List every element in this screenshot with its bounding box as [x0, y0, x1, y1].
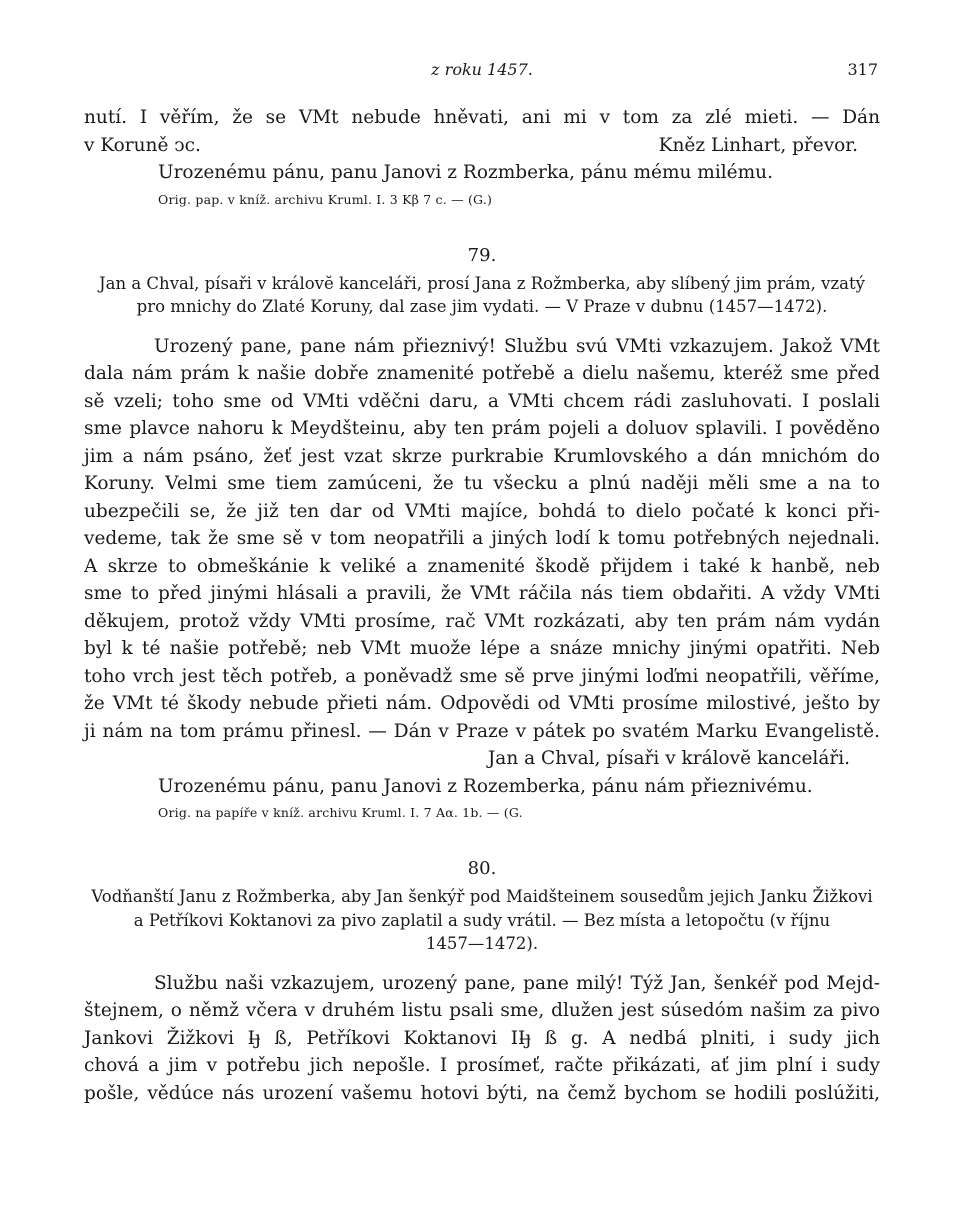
section-summary: Jan a Chval, písaři v královĕ kanceláři, prosí Jana z Rožmberka, aby slíbený jim prám, vzatý pro mnichy do Zlaté Koruny, dal zase jim vydati. — V Praze v dubnu (1457—1472).	[99, 273, 865, 316]
text-line: sme plavce nahoru k Meydšteinu, aby ten prám pojeli a doluov splavili. I pověděno	[84, 418, 880, 439]
text-line: jim a nám psáno, žeť jest vzat skrze purkrabie Krumlovského a dán mnichóm do	[84, 445, 880, 467]
text-line: dala nám prám k našie dobře znamenité potřebě a dielu našemu, kteréž sme před	[84, 363, 880, 384]
signature-line: Jan a Chval, písaři v královĕ kanceláři.	[487, 748, 850, 769]
section-body	[84, 333, 880, 746]
text-line: ubezpečili se, že již ten dar od VMti majíce, bohdá to dielo počaté k konci při-	[84, 500, 880, 522]
text-line: nutí. I věřím, že se VMt nebude hněvati, ani mi v tom za zlé mieti. — Dán	[84, 107, 880, 128]
document-page	[84, 60, 880, 1107]
previous-letter-ending	[84, 104, 880, 209]
text-line: Urozený pane, pane nám přieznivý! Službu svú VMti vzkazujem. Jakož VMt	[154, 335, 880, 357]
text-line: pošle, vědúce nás urození vašemu hotovi býti, na čemž bychom se hodili poslúžiti,	[84, 1082, 880, 1104]
running-title: z roku 1457.	[431, 60, 533, 79]
section-body	[84, 970, 880, 1108]
text-line: štejnem, o němž včera v druhém listu psali sme, dlužen jest súsedóm našim za pivo	[84, 1000, 880, 1021]
text-line: A skrze to obmeškánie k veliké a znamenité škodě přijdem i také k hanbě, neb	[84, 555, 880, 577]
source-note: Orig. na papíře v kníž. archivu Kruml. I. 7 Aα. 1b. — (G.	[158, 805, 523, 820]
document-section-80	[84, 858, 880, 1107]
text-line: Službu naši vzkazujem, urozený pane, pane milý! Týž Jan, šenkéř pod Mejd-	[154, 972, 880, 994]
text-line: Jankovi Žižkovi Iȷ̶ ß, Petříkovi Koktanovi IIȷ̶ ß g. A nedbá plniti, i sudy jich	[84, 1027, 880, 1049]
address-line: Urozenému pánu, panu Janovi z Rozmberka, pánu mému milému.	[158, 162, 773, 183]
closing-line	[84, 132, 880, 160]
section-number: 80.	[467, 858, 497, 879]
source-note: Orig. pap. v kníž. archivu Kruml. I. 3 Kβ 7 c. — (G.)	[158, 191, 493, 207]
text-line: vedeme, tak že sme sě v tom neopatřili a jiných lodí k tomu potřebných nejednali.	[84, 528, 880, 549]
text-line: byl k té našie potřebě; neb VMt muože lépe a snáze mnichy jinými opatřiti. Neb	[84, 638, 880, 659]
text-line: ji nám na tom prámu přinesl. — Dán v Praze v pátek po svatém Marku Evangelistě.	[84, 720, 880, 742]
text-line: toho vrch jest těch potřeb, a poněvadž sme sě prve jinými loďmi neopatřili, věříme,	[84, 665, 880, 687]
section-summary: Vodňanští Janu z Rožmberka, aby Jan šenkýř pod Maidšteinem sousedům jejich Janku Žižkovi a Petříkovi Koktanovi za pivo zaplatil a sudy vrátil. — Bez místa a letopočtu (v říjnu 1457—1472).	[91, 887, 873, 953]
closing-place: v Koruně ↄc.	[84, 134, 201, 156]
running-header	[84, 60, 880, 90]
closing-signature: Kněz Linhart, převor.	[658, 134, 858, 156]
text-line: sě vzeli; toho sme od VMti vděčni daru, a VMti chcem rádi zasluhovati. I poslali	[84, 390, 880, 412]
section-number: 79.	[467, 244, 497, 266]
text-line: chová a jim v potřebu jich nepošle. I prosímeť, račte přikázati, ať jim plní i sudy	[84, 1055, 880, 1076]
text-line: sme to před jinými hlásali a pravili, že VMt ráčila nás tiem obdařiti. A vždy VMti	[84, 583, 880, 604]
text-line: že VMt té škody nebude přieti nám. Odpovědi od VMti prosíme milostivé, ješto by	[84, 693, 880, 714]
page-number: 317	[847, 60, 878, 79]
text-line: Koruny. Velmi sme tiem zamúceni, že tu všecku a plnú naději měli sme a na to	[84, 473, 880, 494]
text-line: děkujem, protož vždy VMti prosíme, rač VMt rozkázati, aby ten prám nám vydán	[84, 610, 880, 632]
document-section-79	[84, 245, 880, 823]
address-line: Urozenému pánu, panu Janovi z Rozemberka, pánu nám přieznivému.	[158, 775, 813, 797]
